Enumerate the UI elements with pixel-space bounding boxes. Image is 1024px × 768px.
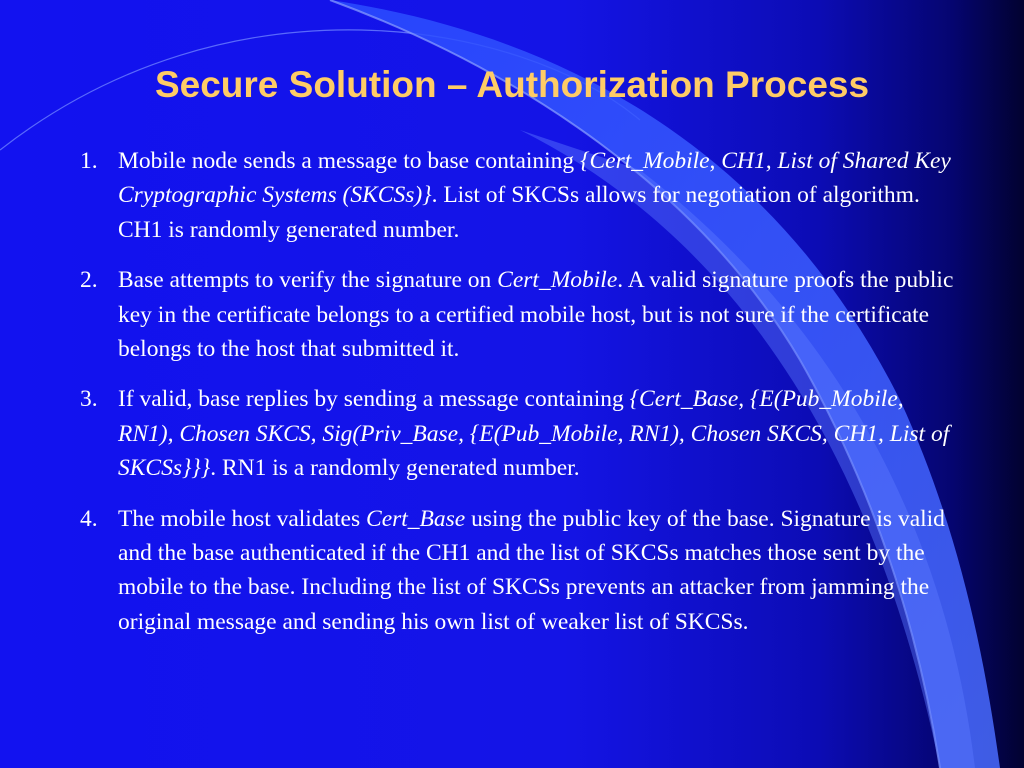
list-item-italic-text: {Cert_Base, {E(Pub_Mobile, RN1), Chosen SKCS, Sig(Priv_Base, {E(Pub_Mobile, RN1), Chosen SKCS, CH1, List of SKCSs}}} <box>118 386 950 482</box>
list-item-text: Base attempts to verify the signature on <box>118 267 498 294</box>
list-item-number: 1. <box>80 148 98 174</box>
list-item-number: 4. <box>80 505 98 532</box>
list-item-text: The mobile host validates <box>118 505 367 532</box>
list-item-text: . A valid signature proofs the public key in the certificate belongs to a certified mobile host, but is not sure if the certificate belongs to the host that submitted it. <box>118 267 954 363</box>
list-item-italic-text: {Cert_Mobile, CH1, List of Shared Key Cryptographic Systems (SKCSs)} <box>118 148 951 209</box>
list-item-number: 2. <box>80 267 98 294</box>
list-item-text: using the public key of the base. Signature is valid and the base authenticated if the CH1 and the list of SKCSs matches those sent by the mobile to the base. Including the list of SKCSs prevents an attacker from jamming the original message and sending his own list of weaker list of SKCSs. <box>118 505 945 635</box>
slide-title: Secure Solution – Authorization Process <box>154 64 870 105</box>
numbered-list <box>75 144 955 655</box>
list-item-text: . RN1 is a randomly generated number. <box>210 455 580 482</box>
list-item-italic-text: Cert_Mobile <box>497 267 618 294</box>
list-item-text: If valid, base replies by sending a message containing <box>118 386 630 413</box>
list-item <box>75 144 955 247</box>
list-item-text: Mobile node sends a message to base containing <box>118 148 581 174</box>
list-item-number: 3. <box>80 386 98 413</box>
list-item-italic-text: Cert_Base <box>366 505 466 532</box>
list-item-text: . List of SKCSs allows for negotiation of algorithm. CH1 is randomly generated number. <box>118 182 920 243</box>
list-item <box>75 502 955 640</box>
list-item <box>75 263 955 366</box>
list-item <box>75 382 955 485</box>
